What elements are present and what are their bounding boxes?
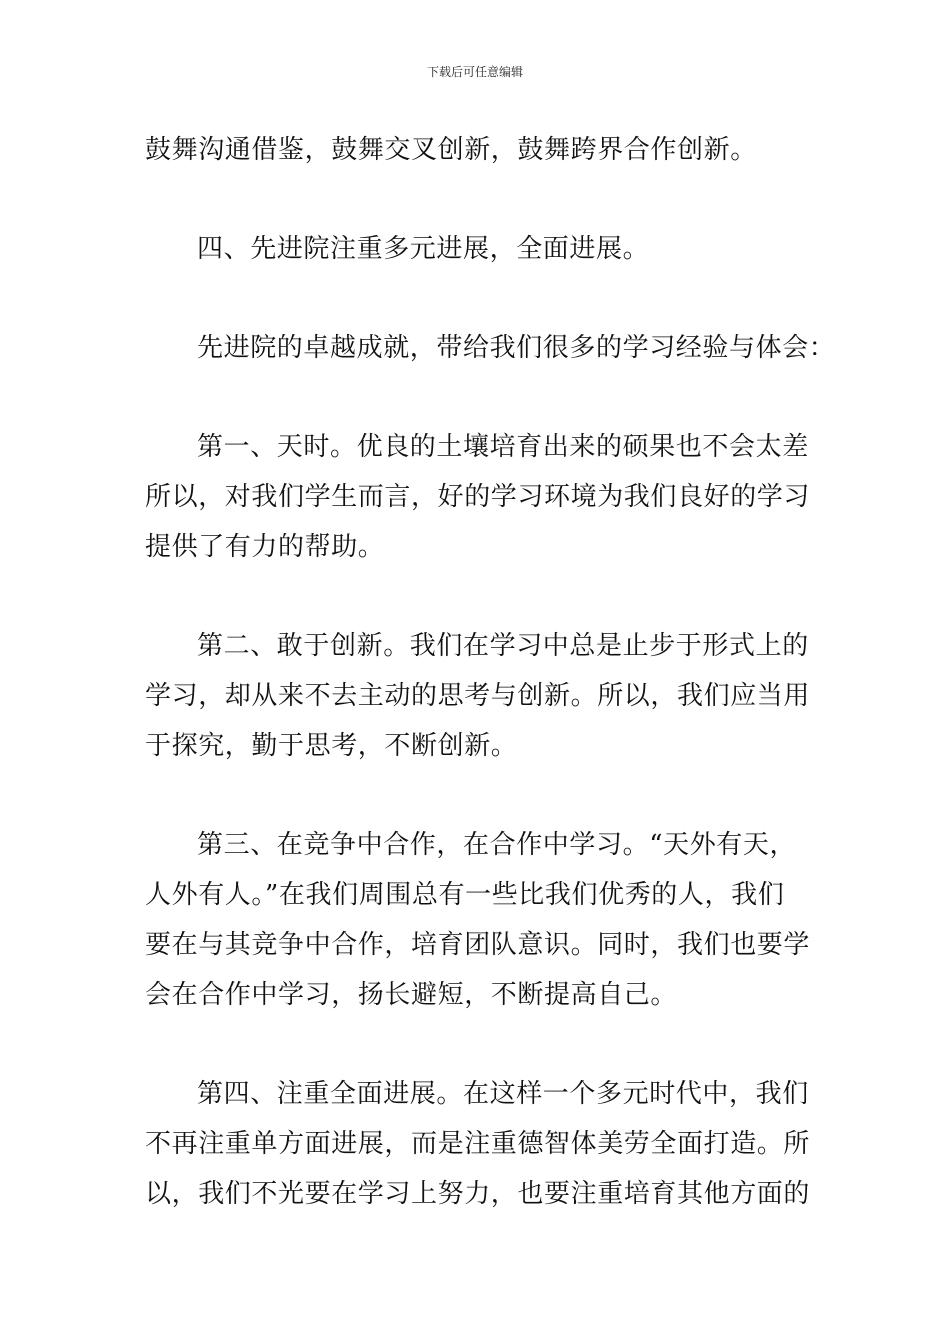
text-line: 要在与其竞争中合作，培育团队意识。同时，我们也要学	[145, 930, 811, 960]
text-line: 不再注重单方面进展，而是注重德智体美劳全面打造。所	[145, 1129, 811, 1159]
text-line: 第四、注重全面进展。在这样一个多元时代中，我们	[197, 1079, 809, 1109]
text-line: 四、先进院注重多元进展，全面进展。	[197, 234, 650, 264]
paragraph-3	[145, 323, 836, 373]
paragraph-2	[145, 224, 807, 274]
paragraph-gap	[145, 373, 807, 422]
paragraph-gap	[145, 1020, 807, 1069]
paragraph-gap	[145, 771, 807, 820]
text-line: 学习，却从来不去主动的思考与创新。所以，我们应当用	[145, 681, 811, 711]
text-line: 提供了有力的帮助。	[145, 532, 385, 562]
paragraph-1	[145, 125, 807, 175]
text-line: 会在合作中学习，扬长避短，不断提高自己。	[145, 980, 678, 1010]
paragraph-5	[145, 621, 811, 771]
page-header-note: 下载后可任意编辑	[426, 65, 523, 79]
document-body	[145, 125, 836, 1219]
text-line: 人外有人。”在我们周围总有一些比我们优秀的人，我们	[145, 880, 785, 910]
paragraph-4	[145, 422, 811, 572]
paragraph-gap	[145, 572, 807, 621]
text-line: 第二、敢于创新。我们在学习中总是止步于形式上的	[197, 631, 809, 661]
text-line: 鼓舞沟通借鉴，鼓舞交叉创新，鼓舞跨界合作创新。	[145, 135, 757, 165]
text-line: 第三、在竞争中合作，在合作中学习。“天外有天，	[197, 830, 797, 860]
text-line: 先进院的卓越成就，带给我们很多的学习经验与体会：	[197, 333, 836, 363]
text-line: 以，我们不光要在学习上努力，也要注重培育其他方面的	[145, 1179, 811, 1209]
text-line: 于探究，勤于思考，不断创新。	[145, 731, 518, 761]
text-line: 第一、天时。优良的土壤培育出来的硕果也不会太差	[197, 432, 809, 462]
paragraph-7	[145, 1069, 811, 1219]
paragraph-gap	[145, 175, 807, 224]
text-line: 所以，对我们学生而言，好的学习环境为我们良好的学习	[145, 482, 811, 512]
paragraph-6	[145, 820, 811, 1020]
paragraph-gap	[145, 274, 807, 323]
